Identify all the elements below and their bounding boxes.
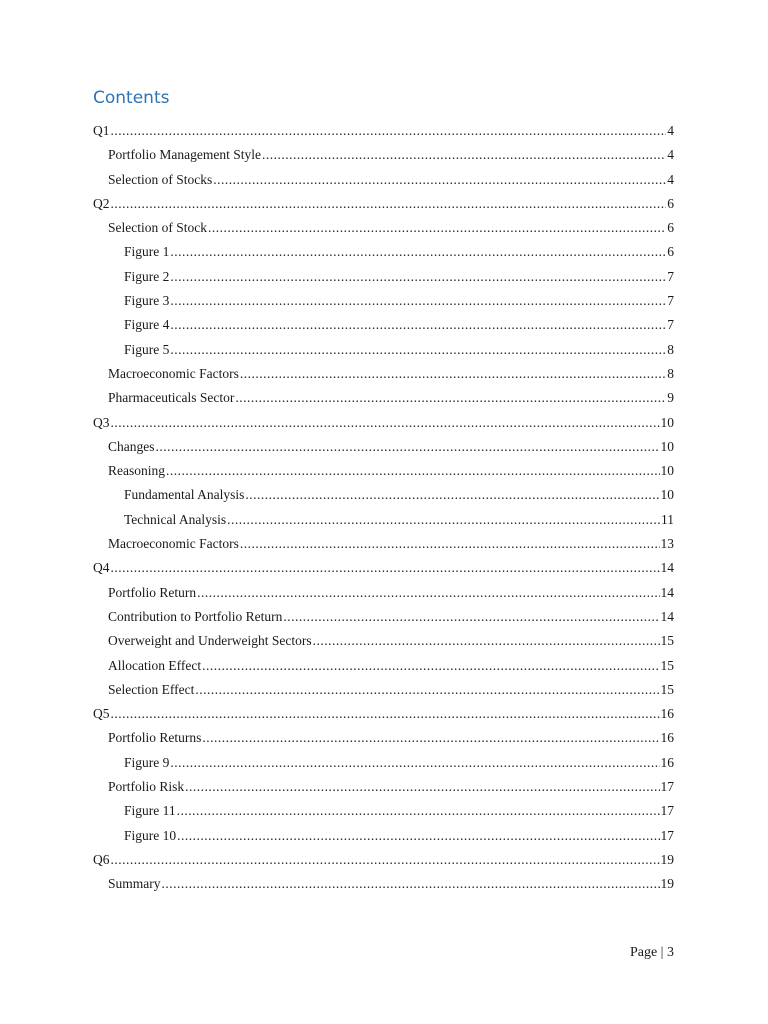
- toc-entry[interactable]: [93, 168, 674, 192]
- toc-entry[interactable]: [93, 605, 674, 629]
- toc-dot-leader: [166, 459, 660, 483]
- toc-entry-page: 10: [660, 414, 674, 430]
- toc-entry[interactable]: [93, 192, 674, 216]
- toc-dot-leader: [170, 751, 659, 775]
- toc-entry[interactable]: [93, 872, 674, 896]
- toc-entry-title: Selection of Stock: [108, 220, 207, 236]
- toc-entry[interactable]: [93, 483, 674, 507]
- toc-entry-page: 16: [660, 730, 674, 746]
- toc-entry-title: Figure 11: [124, 803, 176, 819]
- toc-entry-title: Q6: [93, 851, 110, 867]
- toc-entry[interactable]: [93, 143, 674, 167]
- toc-entry-page: 13: [660, 536, 674, 552]
- toc-dot-leader: [313, 629, 660, 653]
- toc-entry-title: Q1: [93, 123, 110, 138]
- toc-entry-page: 19: [660, 876, 674, 892]
- toc-entry[interactable]: [93, 459, 674, 483]
- contents-heading: Contents: [93, 88, 170, 108]
- toc-entry-page: 7: [667, 317, 674, 333]
- toc-dot-leader: [195, 678, 659, 702]
- toc-entry-page: 10: [660, 438, 674, 454]
- toc-entry[interactable]: [93, 824, 674, 848]
- toc-dot-leader: [227, 508, 660, 532]
- toc-dot-leader: [170, 338, 666, 362]
- toc-dot-leader: [202, 726, 659, 750]
- toc-dot-leader: [235, 386, 666, 410]
- toc-entry-page: 6: [667, 195, 674, 211]
- toc-entry-title: Figure 5: [124, 341, 170, 357]
- toc-entry-page: 14: [660, 584, 674, 600]
- toc-entry[interactable]: [93, 726, 674, 750]
- toc-dot-leader: [111, 702, 660, 726]
- toc-entry-title: Overweight and Underweight Sectors: [108, 633, 312, 649]
- toc-entry-page: 10: [660, 463, 674, 479]
- toc-entry-page: 8: [667, 365, 674, 381]
- toc-entry-page: 17: [660, 803, 674, 819]
- toc-entry[interactable]: [93, 435, 674, 459]
- toc-entry-title: Changes: [108, 438, 155, 454]
- toc-entry-title: Contribution to Portfolio Return: [108, 608, 283, 624]
- toc-entry-page: 14: [660, 608, 674, 624]
- toc-dot-leader: [240, 362, 666, 386]
- toc-dot-leader: [170, 289, 666, 313]
- toc-entry[interactable]: [93, 338, 674, 362]
- toc-dot-leader: [213, 168, 666, 192]
- toc-dot-leader: [177, 799, 660, 823]
- toc-entry-title: Q4: [93, 560, 110, 576]
- toc-entry-page: 4: [667, 123, 674, 138]
- toc-entry[interactable]: [93, 289, 674, 313]
- toc-entry-title: Portfolio Management Style: [108, 147, 261, 163]
- toc-dot-leader: [170, 265, 666, 289]
- toc-entry[interactable]: [93, 848, 674, 872]
- toc-entry-title: Figure 1: [124, 244, 170, 260]
- toc-entry-page: 19: [660, 851, 674, 867]
- toc-entry-page: 4: [667, 147, 674, 163]
- toc-entry-page: 4: [667, 171, 674, 187]
- toc-entry-title: Figure 2: [124, 268, 170, 284]
- toc-entry-page: 6: [667, 244, 674, 260]
- toc-entry-title: Figure 4: [124, 317, 170, 333]
- toc-entry-page: 17: [660, 827, 674, 843]
- toc-entry-page: 16: [660, 706, 674, 722]
- toc-dot-leader: [262, 143, 666, 167]
- toc-entry[interactable]: [93, 654, 674, 678]
- toc-entry-page: 7: [667, 293, 674, 309]
- toc-entry-page: 8: [667, 341, 674, 357]
- toc-entry-title: Portfolio Returns: [108, 730, 202, 746]
- toc-entry[interactable]: [93, 386, 674, 410]
- toc-entry-page: 17: [660, 779, 674, 795]
- toc-entry-title: Q3: [93, 414, 110, 430]
- table-of-contents: [93, 119, 674, 897]
- toc-entry-title: Pharmaceuticals Sector: [108, 390, 235, 406]
- toc-entry-title: Figure 3: [124, 293, 170, 309]
- toc-entry-title: Q2: [93, 195, 110, 211]
- toc-entry-page: 15: [660, 681, 674, 697]
- toc-entry-title: Portfolio Risk: [108, 779, 185, 795]
- toc-dot-leader: [170, 313, 666, 337]
- toc-entry[interactable]: [93, 508, 674, 532]
- toc-dot-leader: [202, 654, 659, 678]
- toc-entry[interactable]: [93, 581, 674, 605]
- toc-entry-title: Macroeconomic Factors: [108, 536, 239, 552]
- toc-dot-leader: [177, 824, 659, 848]
- toc-entry-title: Figure 10: [124, 827, 177, 843]
- toc-entry[interactable]: [93, 362, 674, 386]
- toc-entry-title: Macroeconomic Factors: [108, 365, 239, 381]
- toc-dot-leader: [111, 119, 667, 143]
- toc-dot-leader: [111, 556, 660, 580]
- toc-entry-title: Selection of Stocks: [108, 171, 213, 187]
- toc-entry-page: 11: [661, 511, 674, 527]
- toc-entry[interactable]: [93, 265, 674, 289]
- toc-entry[interactable]: [93, 775, 674, 799]
- toc-dot-leader: [111, 848, 660, 872]
- toc-entry-page: 7: [667, 268, 674, 284]
- toc-entry-page: 16: [660, 754, 674, 770]
- toc-dot-leader: [245, 483, 659, 507]
- toc-entry-page: 15: [660, 657, 674, 673]
- toc-dot-leader: [162, 872, 660, 896]
- toc-entry[interactable]: [93, 532, 674, 556]
- toc-dot-leader: [111, 411, 660, 435]
- toc-dot-leader: [240, 532, 660, 556]
- toc-dot-leader: [208, 216, 666, 240]
- toc-entry[interactable]: [93, 556, 674, 580]
- toc-entry-title: Fundamental Analysis: [124, 487, 245, 503]
- toc-entry-page: 14: [660, 560, 674, 576]
- toc-dot-leader: [111, 192, 667, 216]
- toc-entry-page: 9: [667, 390, 674, 406]
- toc-entry[interactable]: [93, 702, 674, 726]
- toc-entry[interactable]: [93, 629, 674, 653]
- toc-dot-leader: [197, 581, 659, 605]
- toc-dot-leader: [283, 605, 659, 629]
- toc-entry[interactable]: [93, 678, 674, 702]
- page-number-footer: Page | 3: [629, 945, 674, 960]
- toc-entry-title: Portfolio Return: [108, 584, 197, 600]
- toc-dot-leader: [156, 435, 660, 459]
- toc-dot-leader: [185, 775, 659, 799]
- toc-entry-title: Allocation Effect: [108, 657, 202, 673]
- toc-entry-page: 10: [660, 487, 674, 503]
- toc-dot-leader: [170, 240, 666, 264]
- toc-entry[interactable]: [93, 799, 674, 823]
- toc-entry[interactable]: [93, 411, 674, 435]
- toc-entry[interactable]: [93, 313, 674, 337]
- toc-entry-title: Reasoning: [108, 463, 165, 479]
- toc-entry-title: Summary: [108, 876, 161, 892]
- toc-entry-title: Technical Analysis: [124, 511, 227, 527]
- toc-entry-page: 15: [660, 633, 674, 649]
- toc-entry-title: Selection Effect: [108, 681, 195, 697]
- toc-entry[interactable]: [93, 216, 674, 240]
- toc-entry-title: Q5: [93, 706, 110, 722]
- toc-entry[interactable]: [93, 240, 674, 264]
- toc-entry[interactable]: [93, 751, 674, 775]
- toc-entry-page: 6: [667, 220, 674, 236]
- toc-entry[interactable]: [93, 119, 674, 143]
- toc-entry-title: Figure 9: [124, 754, 170, 770]
